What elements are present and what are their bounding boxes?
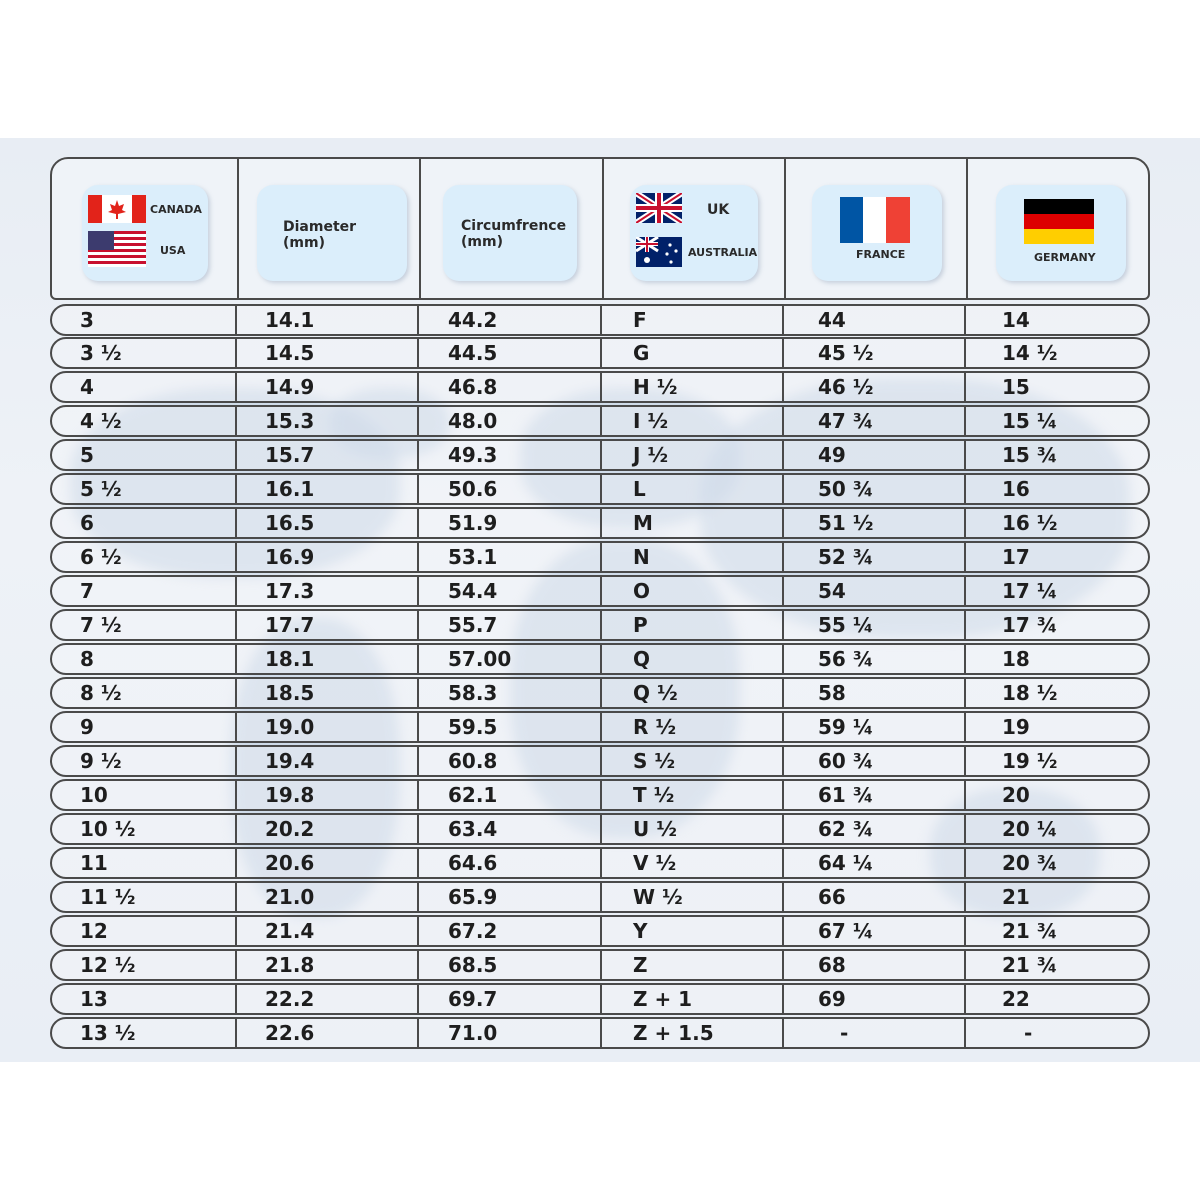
- table-cell: 16 ½: [1002, 511, 1058, 535]
- column-divider: [782, 339, 784, 367]
- column-divider: [964, 1019, 966, 1047]
- table-cell: 15: [1002, 375, 1030, 399]
- table-row: [50, 337, 1150, 369]
- table-cell: 19: [1002, 715, 1030, 739]
- table-cell: 17.3: [265, 579, 315, 603]
- column-divider: [417, 849, 419, 877]
- column-divider: [964, 951, 966, 979]
- australia-label: AUSTRALIA: [688, 246, 758, 259]
- column-divider: [235, 645, 237, 673]
- table-cell: 18.5: [265, 681, 315, 705]
- table-row: [50, 1017, 1150, 1049]
- column-divider: [235, 611, 237, 639]
- table-cell: 22: [1002, 987, 1030, 1011]
- column-divider: [782, 611, 784, 639]
- usa-flag-icon: [88, 231, 146, 267]
- uk-label: UK: [707, 202, 730, 218]
- column-divider: [235, 373, 237, 401]
- column-divider: [417, 373, 419, 401]
- table-cell: 22.2: [265, 987, 315, 1011]
- table-row: [50, 949, 1150, 981]
- column-divider: [235, 1019, 237, 1047]
- table-cell: 21 ¾: [1002, 953, 1058, 977]
- table-header: [50, 157, 1150, 300]
- column-divider: [235, 509, 237, 537]
- column-divider: [964, 781, 966, 809]
- table-cell: 18 ½: [1002, 681, 1058, 705]
- table-cell: 17 ¾: [1002, 613, 1058, 637]
- column-divider: [964, 713, 966, 741]
- table-cell: 50 ¾: [818, 477, 874, 501]
- canada-label: CANADA: [150, 203, 202, 216]
- table-cell: 14.1: [265, 308, 315, 332]
- table-cell: 8: [80, 647, 94, 671]
- table-row: [50, 405, 1150, 437]
- table-cell: 11 ½: [80, 885, 136, 909]
- table-cell: Y: [633, 919, 648, 943]
- header-france: [786, 159, 966, 302]
- header-germany: [968, 159, 1150, 302]
- table-cell: 11: [80, 851, 108, 875]
- table-cell: U ½: [633, 817, 677, 841]
- column-divider: [964, 475, 966, 503]
- table-cell: 9 ½: [80, 749, 122, 773]
- table-cell: 54: [818, 579, 846, 603]
- column-divider: [417, 543, 419, 571]
- table-cell: Q ½: [633, 681, 678, 705]
- column-divider: [600, 543, 602, 571]
- table-row: [50, 711, 1150, 743]
- column-divider: [235, 713, 237, 741]
- table-cell: F: [633, 308, 647, 332]
- column-divider: [235, 883, 237, 911]
- header-card: [996, 185, 1126, 281]
- table-cell: O: [633, 579, 651, 603]
- table-cell: 48.0: [448, 409, 498, 433]
- column-divider: [782, 679, 784, 707]
- table-cell: 69.7: [448, 987, 498, 1011]
- table-cell: 17: [1002, 545, 1030, 569]
- column-divider: [964, 509, 966, 537]
- column-divider: [600, 441, 602, 469]
- germany-flag-icon: [1024, 199, 1094, 244]
- table-row: [50, 881, 1150, 913]
- table-cell: 49.3: [448, 443, 498, 467]
- table-cell: S ½: [633, 749, 676, 773]
- column-divider: [600, 1019, 602, 1047]
- table-cell: 18: [1002, 647, 1030, 671]
- table-cell: 65.9: [448, 885, 498, 909]
- column-divider: [782, 407, 784, 435]
- column-divider: [600, 577, 602, 605]
- column-divider: [600, 611, 602, 639]
- column-divider: [600, 883, 602, 911]
- germany-label: GERMANY: [1034, 251, 1096, 264]
- table-row: [50, 915, 1150, 947]
- table-cell: 52 ¾: [818, 545, 874, 569]
- table-cell: 64.6: [448, 851, 498, 875]
- table-cell: 20 ¾: [1002, 851, 1058, 875]
- table-cell: 15.7: [265, 443, 315, 467]
- table-row: [50, 371, 1150, 403]
- table-cell: 16.5: [265, 511, 315, 535]
- table-cell: 44.2: [448, 308, 498, 332]
- header-circumference: [421, 159, 602, 302]
- column-divider: [417, 1019, 419, 1047]
- table-cell: 19.8: [265, 783, 315, 807]
- table-cell: 66: [818, 885, 846, 909]
- column-divider: [600, 373, 602, 401]
- column-divider: [782, 373, 784, 401]
- table-cell: 13 ½: [80, 1021, 136, 1045]
- table-cell: 53.1: [448, 545, 498, 569]
- table-cell: 12: [80, 919, 108, 943]
- table-cell: 20 ¼: [1002, 817, 1058, 841]
- column-divider: [417, 917, 419, 945]
- column-divider: [782, 849, 784, 877]
- diameter-heading: Diameter (mm): [283, 219, 357, 251]
- table-cell: I ½: [633, 409, 669, 433]
- column-divider: [964, 339, 966, 367]
- table-cell: 56 ¾: [818, 647, 874, 671]
- column-divider: [417, 407, 419, 435]
- table-cell: 54.4: [448, 579, 498, 603]
- header-uk-australia: [604, 159, 784, 302]
- table-cell: 69: [818, 987, 846, 1011]
- column-divider: [782, 883, 784, 911]
- column-divider: [600, 849, 602, 877]
- column-divider: [782, 985, 784, 1013]
- column-divider: [782, 577, 784, 605]
- table-cell: 20: [1002, 783, 1030, 807]
- column-divider: [782, 441, 784, 469]
- column-divider: [964, 373, 966, 401]
- table-cell: L: [633, 477, 646, 501]
- table-cell: 20.6: [265, 851, 315, 875]
- column-divider: [235, 306, 237, 334]
- column-divider: [235, 577, 237, 605]
- column-divider: [235, 985, 237, 1013]
- table-cell: 15 ¼: [1002, 409, 1058, 433]
- column-divider: [417, 441, 419, 469]
- table-cell: 3 ½: [80, 341, 122, 365]
- table-cell: 21: [1002, 885, 1030, 909]
- column-divider: [964, 883, 966, 911]
- table-cell: 17 ¼: [1002, 579, 1058, 603]
- table-cell: 64 ¼: [818, 851, 874, 875]
- column-divider: [235, 543, 237, 571]
- column-divider: [417, 306, 419, 334]
- column-divider: [600, 917, 602, 945]
- column-divider: [417, 645, 419, 673]
- column-divider: [600, 645, 602, 673]
- table-cell: 44: [818, 308, 846, 332]
- column-divider: [417, 985, 419, 1013]
- table-cell: 14.9: [265, 375, 315, 399]
- table-cell: 15 ¾: [1002, 443, 1058, 467]
- table-cell: 68: [818, 953, 846, 977]
- column-divider: [417, 611, 419, 639]
- table-cell: H ½: [633, 375, 678, 399]
- column-divider: [600, 407, 602, 435]
- header-card: [82, 185, 208, 281]
- table-cell: 5: [80, 443, 94, 467]
- table-cell: 62 ¾: [818, 817, 874, 841]
- column-divider: [235, 407, 237, 435]
- table-cell: 50.6: [448, 477, 498, 501]
- column-divider: [235, 781, 237, 809]
- column-divider: [964, 815, 966, 843]
- column-divider: [964, 747, 966, 775]
- column-divider: [964, 849, 966, 877]
- table-cell: J ½: [633, 443, 669, 467]
- table-cell: 46.8: [448, 375, 498, 399]
- column-divider: [417, 679, 419, 707]
- column-divider: [964, 577, 966, 605]
- table-cell: 21.8: [265, 953, 315, 977]
- column-divider: [782, 306, 784, 334]
- column-divider: [417, 475, 419, 503]
- table-cell: 7: [80, 579, 94, 603]
- table-cell: 12 ½: [80, 953, 136, 977]
- header-diameter: [239, 159, 419, 302]
- column-divider: [782, 815, 784, 843]
- table-cell: N: [633, 545, 650, 569]
- column-divider: [235, 747, 237, 775]
- table-cell: 3: [80, 308, 94, 332]
- table-cell: 16.9: [265, 545, 315, 569]
- table-cell: T ½: [633, 783, 675, 807]
- table-cell: 9: [80, 715, 94, 739]
- column-divider: [600, 339, 602, 367]
- table-cell: Z + 1.5: [633, 1021, 714, 1045]
- table-cell: 13: [80, 987, 108, 1011]
- table-cell: 19.4: [265, 749, 315, 773]
- table-cell: 6: [80, 511, 94, 535]
- table-cell: 17.7: [265, 613, 315, 637]
- table-row: [50, 507, 1150, 539]
- table-cell: 62.1: [448, 783, 498, 807]
- table-cell: 5 ½: [80, 477, 122, 501]
- column-divider: [782, 713, 784, 741]
- table-cell: Z: [633, 953, 648, 977]
- table-cell: 61 ¾: [818, 783, 874, 807]
- column-divider: [235, 815, 237, 843]
- column-divider: [235, 475, 237, 503]
- table-cell: W ½: [633, 885, 683, 909]
- column-divider: [417, 713, 419, 741]
- column-divider: [600, 306, 602, 334]
- column-divider: [964, 917, 966, 945]
- usa-label: USA: [160, 244, 186, 257]
- column-divider: [600, 781, 602, 809]
- table-cell: 59.5: [448, 715, 498, 739]
- column-divider: [600, 951, 602, 979]
- column-divider: [964, 543, 966, 571]
- table-cell: 20.2: [265, 817, 315, 841]
- column-divider: [417, 781, 419, 809]
- column-divider: [417, 509, 419, 537]
- table-row: [50, 473, 1150, 505]
- table-cell: 21.4: [265, 919, 315, 943]
- table-cell: 14.5: [265, 341, 315, 365]
- table-cell: Z + 1: [633, 987, 693, 1011]
- table-cell: 51.9: [448, 511, 498, 535]
- column-divider: [782, 951, 784, 979]
- table-cell: Q: [633, 647, 651, 671]
- table-cell: 49: [818, 443, 846, 467]
- table-row: [50, 541, 1150, 573]
- column-divider: [782, 747, 784, 775]
- table-cell: 45 ½: [818, 341, 874, 365]
- france-flag-icon: [840, 197, 910, 243]
- table-row: [50, 779, 1150, 811]
- table-cell: 7 ½: [80, 613, 122, 637]
- table-cell: R ½: [633, 715, 677, 739]
- table-cell: 21 ¾: [1002, 919, 1058, 943]
- column-divider: [600, 713, 602, 741]
- column-divider: [964, 645, 966, 673]
- france-label: FRANCE: [856, 248, 906, 261]
- table-row: [50, 643, 1150, 675]
- column-divider: [600, 475, 602, 503]
- column-divider: [600, 985, 602, 1013]
- table-row: [50, 439, 1150, 471]
- header-canada-usa: [52, 159, 238, 302]
- table-cell: 58.3: [448, 681, 498, 705]
- column-divider: [964, 407, 966, 435]
- table-cell: 67.2: [448, 919, 498, 943]
- table-row: [50, 847, 1150, 879]
- table-cell: 14: [1002, 308, 1030, 332]
- table-cell: -: [840, 1021, 849, 1045]
- column-divider: [417, 951, 419, 979]
- column-divider: [782, 543, 784, 571]
- header-card: [630, 185, 758, 281]
- column-divider: [235, 917, 237, 945]
- table-cell: 58: [818, 681, 846, 705]
- table-cell: 55 ¼: [818, 613, 874, 637]
- table-cell: 57.00: [448, 647, 512, 671]
- column-divider: [417, 815, 419, 843]
- table-cell: 10: [80, 783, 108, 807]
- table-row: [50, 677, 1150, 709]
- table-cell: 15.3: [265, 409, 315, 433]
- column-divider: [235, 339, 237, 367]
- column-divider: [600, 747, 602, 775]
- column-divider: [600, 509, 602, 537]
- table-cell: 55.7: [448, 613, 498, 637]
- column-divider: [964, 306, 966, 334]
- table-cell: 44.5: [448, 341, 498, 365]
- column-divider: [964, 985, 966, 1013]
- column-divider: [782, 781, 784, 809]
- header-card: [443, 185, 577, 281]
- ring-size-table: [50, 157, 1150, 1048]
- table-cell: 4: [80, 375, 94, 399]
- table-row: [50, 983, 1150, 1015]
- table-cell: 16.1: [265, 477, 315, 501]
- column-divider: [417, 747, 419, 775]
- uk-flag-icon: [636, 193, 682, 223]
- table-cell: 18.1: [265, 647, 315, 671]
- table-cell: 67 ¼: [818, 919, 874, 943]
- table-row: [50, 575, 1150, 607]
- table-cell: 63.4: [448, 817, 498, 841]
- table-cell: 10 ½: [80, 817, 136, 841]
- column-divider: [782, 1019, 784, 1047]
- column-divider: [964, 441, 966, 469]
- column-divider: [782, 509, 784, 537]
- table-cell: M: [633, 511, 653, 535]
- column-divider: [600, 679, 602, 707]
- canada-flag-icon: [88, 195, 146, 223]
- table-cell: 14 ½: [1002, 341, 1058, 365]
- table-cell: 51 ½: [818, 511, 874, 535]
- table-cell: 59 ¼: [818, 715, 874, 739]
- table-cell: 16: [1002, 477, 1030, 501]
- header-card: [257, 185, 407, 281]
- table-cell: 60.8: [448, 749, 498, 773]
- table-cell: 60 ¾: [818, 749, 874, 773]
- column-divider: [235, 441, 237, 469]
- table-cell: -: [1024, 1021, 1033, 1045]
- table-row: [50, 609, 1150, 641]
- column-divider: [782, 917, 784, 945]
- table-cell: 4 ½: [80, 409, 122, 433]
- column-divider: [235, 951, 237, 979]
- table-row: [50, 813, 1150, 845]
- column-divider: [782, 645, 784, 673]
- header-card: [812, 185, 942, 281]
- table-cell: 71.0: [448, 1021, 498, 1045]
- circumference-heading: Circumfrence (mm): [461, 218, 567, 250]
- table-cell: 46 ½: [818, 375, 874, 399]
- column-divider: [417, 883, 419, 911]
- column-divider: [417, 577, 419, 605]
- column-divider: [964, 611, 966, 639]
- column-divider: [235, 849, 237, 877]
- table-row: [50, 304, 1150, 336]
- table-cell: 8 ½: [80, 681, 122, 705]
- column-divider: [600, 815, 602, 843]
- table-row: [50, 745, 1150, 777]
- table-cell: 19.0: [265, 715, 315, 739]
- table-cell: 68.5: [448, 953, 498, 977]
- table-cell: 21.0: [265, 885, 315, 909]
- australia-flag-icon: [636, 237, 682, 267]
- column-divider: [782, 475, 784, 503]
- table-cell: V ½: [633, 851, 677, 875]
- column-divider: [235, 679, 237, 707]
- table-cell: 22.6: [265, 1021, 315, 1045]
- column-divider: [964, 679, 966, 707]
- table-cell: P: [633, 613, 648, 637]
- column-divider: [417, 339, 419, 367]
- table-cell: 47 ¾: [818, 409, 874, 433]
- table-cell: 6 ½: [80, 545, 122, 569]
- table-cell: 19 ½: [1002, 749, 1058, 773]
- table-cell: G: [633, 341, 650, 365]
